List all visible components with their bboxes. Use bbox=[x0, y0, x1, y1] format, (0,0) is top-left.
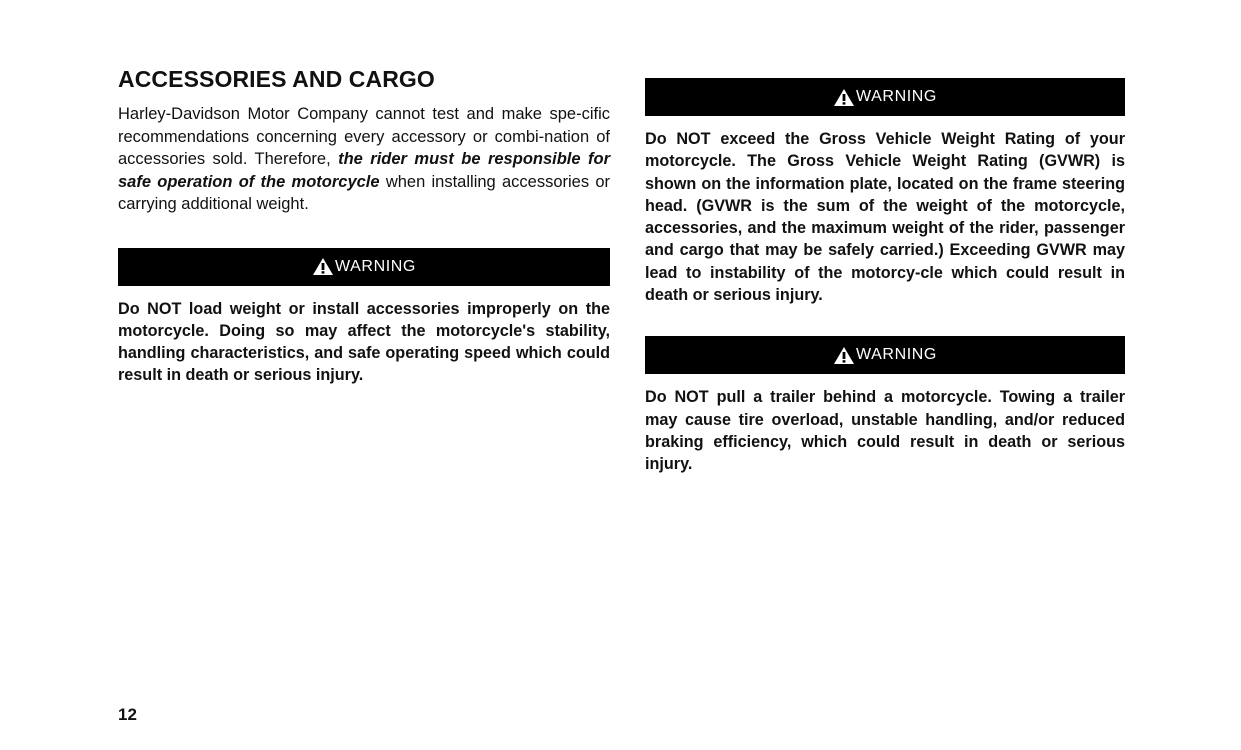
right-column bbox=[645, 78, 1125, 476]
warning-label: WARNING bbox=[856, 346, 937, 364]
warning-block-2 bbox=[645, 78, 1125, 306]
section-title: ACCESSORIES AND CARGO bbox=[118, 66, 435, 92]
left-column bbox=[118, 66, 610, 387]
warning-text: Do NOT exceed the Gross Vehicle Weight Rating of your motorcycle. The Gross Vehicle Weight Rating (GVWR) is shown on the information plate, located on the frame steering head. (GVWR is the sum of the weight of the motorcycle, accessories, and the maximum weight of the rider, passenger and cargo that may be safely carried.) Exceeding GVWR may lead to instability of the motorcy-cle which could result in death or serious injury. bbox=[645, 130, 1125, 305]
intro-text-start: Harley-Davidson Motor Company cannot test and make spe-cific recommendations concerning every accessory or combi-nation of accessories sold. Therefore, bbox=[118, 105, 610, 168]
warning-banner bbox=[645, 78, 1125, 116]
intro-text-end: when installing accessories or carrying additional weight. bbox=[118, 172, 610, 213]
warning-banner bbox=[118, 248, 610, 286]
warning-triangle-icon bbox=[833, 346, 855, 365]
warning-block-1 bbox=[118, 248, 610, 387]
intro-emphasis: the rider must be responsible for safe operation of the motorcycle bbox=[118, 150, 611, 191]
intro-paragraph bbox=[118, 103, 610, 216]
page-number: 12 bbox=[118, 705, 137, 724]
warning-label: WARNING bbox=[335, 257, 416, 275]
warning-triangle-icon bbox=[312, 257, 334, 276]
warning-text: Do NOT pull a trailer behind a motorcycle. Towing a trailer may cause tire overload, unstable handling, and/or reduced braking efficiency, which could result in death or serious injury. bbox=[645, 388, 1125, 474]
warning-label: WARNING bbox=[856, 88, 937, 105]
warning-banner bbox=[645, 336, 1125, 374]
warning-block-3 bbox=[645, 336, 1125, 475]
warning-triangle-icon bbox=[833, 88, 855, 107]
warning-text: Do NOT load weight or install accessories improperly on the motorcycle. Doing so may affect the motorcycle's stability, handling characteristics, and safe operating speed which could result in death or serious injury. bbox=[118, 299, 610, 385]
